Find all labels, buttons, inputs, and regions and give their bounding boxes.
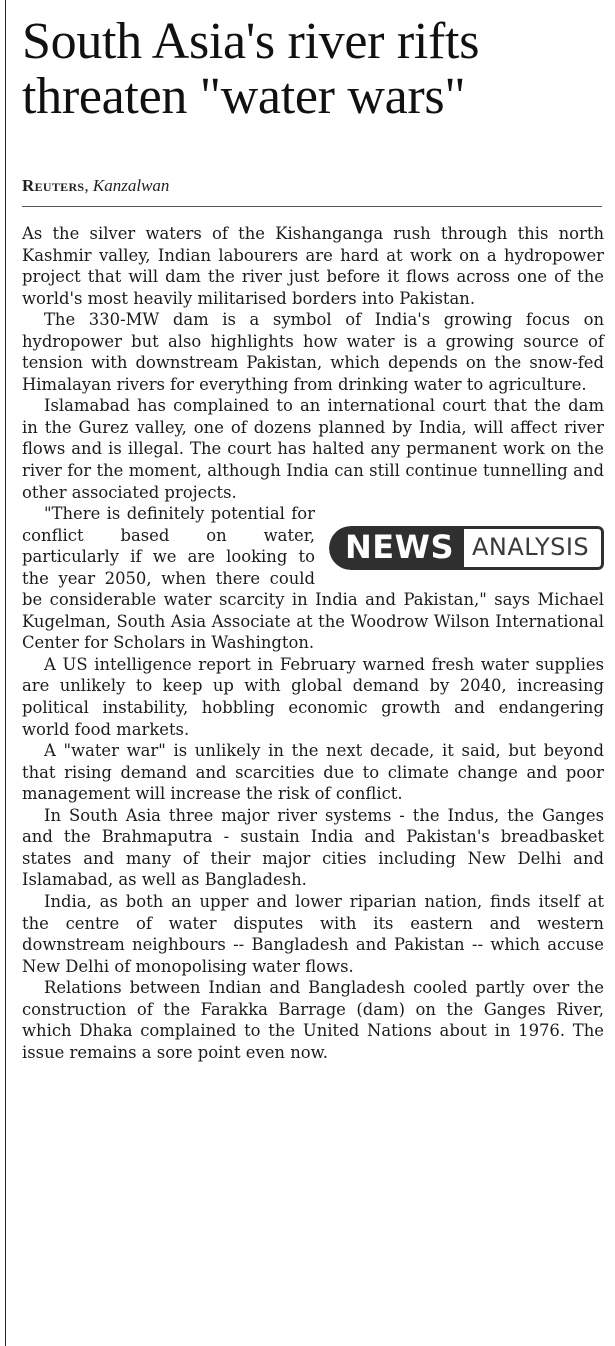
paragraph-1: As the silver waters of the Kishanganga rush through this north Kashmir valley, Indian labourers are hard at work on a hydropower project that will dam the river just before it flows across one of the world's most heavily militarised borders into Pakistan. — [22, 224, 604, 308]
paragraph-4: "There is definitely potential for conflict based on water, particularly if we are looking to the year 2050, when there could be considerable water scarcity in India and Pakistan," says Michael Kugelman, South Asia Associate at the Woodrow Wilson International Center for Scholars in Washington. — [22, 504, 604, 653]
byline-divider — [22, 206, 602, 207]
paragraph-2: The 330-MW dam is a symbol of India's growing focus on hydropower but also highlights how water is a growing source of tension with downstream Pakistan, which depends on the snow-fed Himalayan rivers for everything from drinking water to agriculture. — [22, 310, 604, 394]
paragraph-8: India, as both an upper and lower riparian nation, finds itself at the centre of water disputes with its eastern and western downstream neighbours -- Bangladesh and Pakistan -- which accuse New Delhi of monopolising water flows. — [22, 891, 604, 976]
news-analysis-badge — [329, 516, 604, 580]
byline-agency: Reuters — [22, 176, 85, 195]
byline: Reuters, Kanzalwan — [22, 176, 170, 195]
paragraph-3: Islamabad has complained to an international court that the dam in the Gurez valley, one of dozens planned by India, will affect river flows and is illegal. The court has halted any permanent work on the river for the moment, although India can still continue tunnelling and other associated projects. — [22, 396, 604, 502]
badge-analysis-label: ANALYSIS — [464, 526, 604, 570]
paragraph-9: Relations between Indian and Bangladesh cooled partly over the construction of the Farakka Barrage (dam) on the Ganges River, which Dhaka complained to the United Nations about in 1976. The issue remains a sore point even now. — [22, 978, 604, 1062]
headline: South Asia's river rifts threaten "water wars" — [22, 13, 480, 125]
paragraph-6: A "water war" is unlikely in the next decade, it said, but beyond that rising demand and scarcities due to climate change and poor management will increase the risk of conflict. — [22, 741, 604, 804]
paragraph-7: In South Asia three major river systems - the Indus, the Ganges and the Brahmaputra - sustain India and Pakistan's breadbasket states and many of their major cities including New Delhi and Islamabad, as well as Bangladesh. — [22, 805, 604, 890]
paragraph-5: A US intelligence report in February warned fresh water supplies are unlikely to keep up with global demand by 2040, increasing political instability, hobbling economic growth and endangering world food markets. — [22, 654, 604, 739]
badge-news-label: NEWS — [329, 526, 464, 570]
article-body — [22, 223, 604, 1063]
byline-location: Kanzalwan — [92, 176, 170, 195]
column-rule — [5, 0, 6, 1346]
